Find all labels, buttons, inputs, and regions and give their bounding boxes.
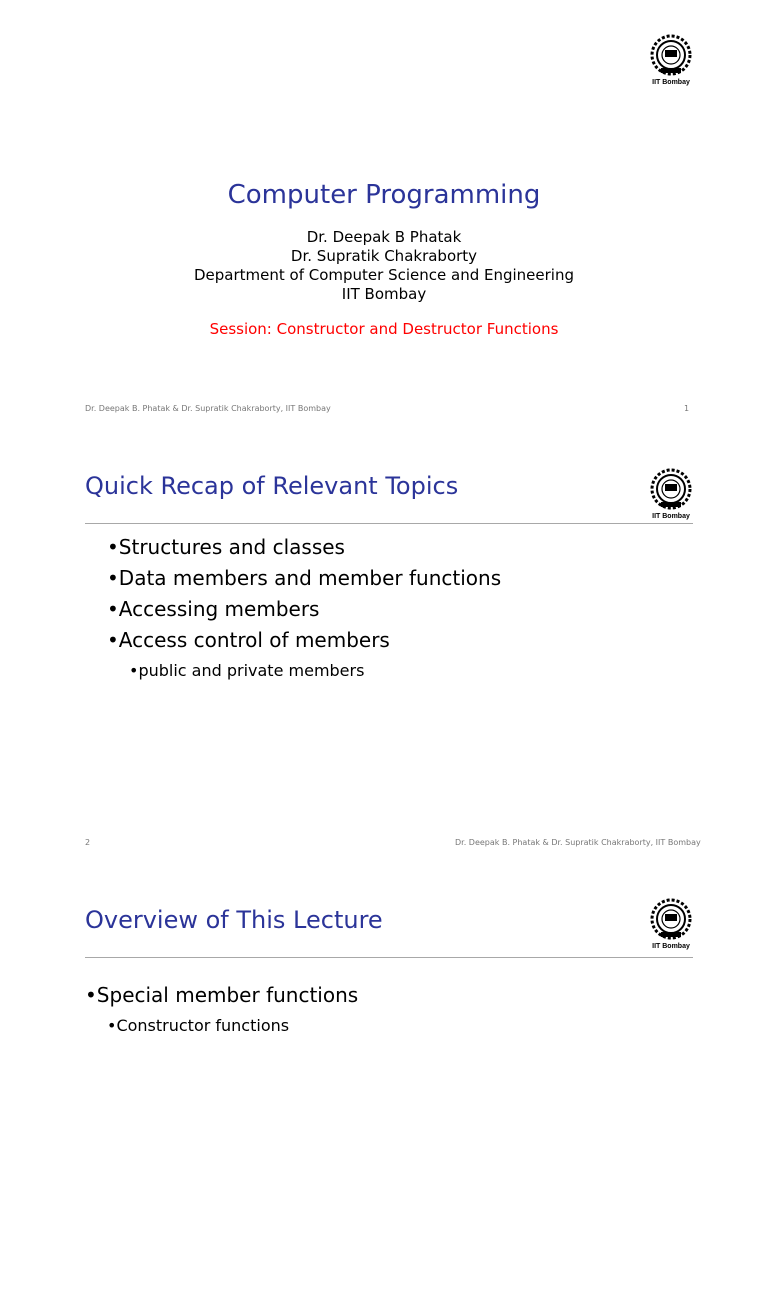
author-block bbox=[0, 228, 768, 304]
list-item: • Access control of members bbox=[107, 625, 501, 656]
page-number: 2 bbox=[85, 838, 91, 847]
slide-3 bbox=[0, 868, 768, 1300]
iit-bombay-logo bbox=[641, 898, 701, 950]
list-item: • Special member functions bbox=[85, 980, 358, 1011]
bullet-list bbox=[85, 980, 358, 1041]
institute-line: IIT Bombay bbox=[341, 285, 427, 303]
presentation-title: Computer Programming bbox=[227, 180, 541, 210]
slide-2 bbox=[0, 434, 768, 866]
list-item: • Data members and member functions bbox=[107, 563, 501, 594]
iit-bombay-logo bbox=[641, 468, 701, 520]
sub-list-item: • Constructor functions bbox=[85, 1011, 358, 1041]
title-divider bbox=[85, 523, 693, 524]
iit-emblem-icon bbox=[648, 34, 694, 78]
slide-title: Overview of This Lecture bbox=[85, 906, 383, 934]
footer-credit: Dr. Deepak B. Phatak & Dr. Supratik Chakraborty, IIT Bombay bbox=[455, 838, 701, 847]
iit-emblem-icon bbox=[648, 898, 694, 942]
slide-title: Quick Recap of Relevant Topics bbox=[85, 472, 459, 500]
title-divider bbox=[85, 957, 693, 958]
logo-caption: IIT Bombay bbox=[652, 79, 690, 86]
department-line: Department of Computer Science and Engineering bbox=[193, 266, 574, 284]
slide-1 bbox=[0, 0, 768, 432]
author-line: Dr. Deepak B Phatak bbox=[306, 228, 462, 246]
page-number: 1 bbox=[684, 404, 690, 413]
list-item: • Structures and classes bbox=[107, 532, 501, 563]
logo-caption: IIT Bombay bbox=[652, 943, 690, 950]
bullet-list bbox=[107, 532, 501, 686]
footer-credit: Dr. Deepak B. Phatak & Dr. Supratik Chakraborty, IIT Bombay bbox=[85, 404, 331, 413]
iit-emblem-icon bbox=[648, 468, 694, 512]
logo-caption: IIT Bombay bbox=[652, 513, 690, 520]
sub-list-item: • public and private members bbox=[107, 656, 501, 686]
iit-bombay-logo bbox=[641, 34, 701, 86]
author-line: Dr. Supratik Chakraborty bbox=[290, 247, 478, 265]
session-title: Session: Constructor and Destructor Functions bbox=[209, 320, 559, 338]
list-item: • Accessing members bbox=[107, 594, 501, 625]
